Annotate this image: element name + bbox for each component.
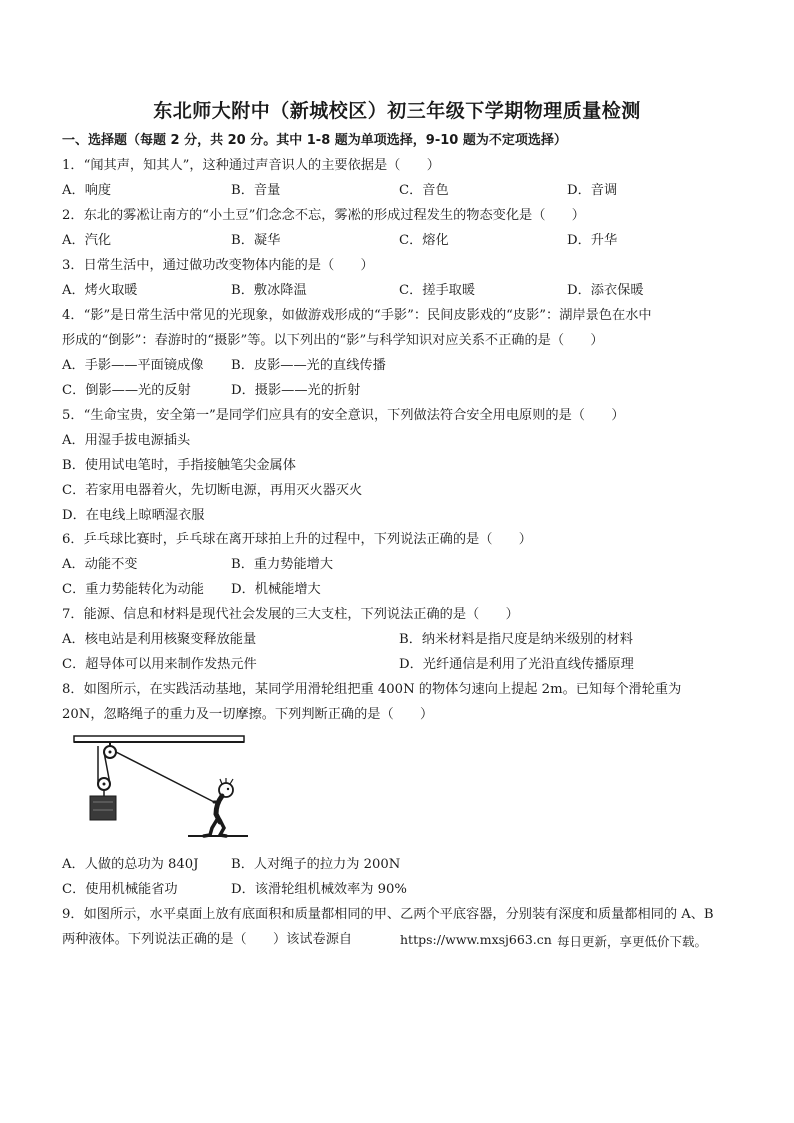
q1-option-b: B．音量 xyxy=(231,183,281,198)
q3-option-a: A．烤火取暖 xyxy=(62,283,138,298)
q3-option-d: D．添衣保暖 xyxy=(567,283,644,298)
q8-option-b: B．人对绳子的拉力为 200N xyxy=(231,857,401,872)
question-7-stem: 7．能源、信息和材料是现代社会发展的三大支柱，下列说法正确的是（ ） xyxy=(62,607,519,622)
weight-block xyxy=(90,796,116,820)
source-url: https://www.mxsj663.cn xyxy=(400,932,552,947)
q4-option-d: D．摄影——光的折射 xyxy=(231,383,361,398)
q5-option-b: B．使用试电笔时，手指接触笔尖金属体 xyxy=(62,458,296,473)
question-4-stem-line2: 形成的“倒影”：春游时的“摄影”等。以下列出的“影”与科学知识对应关系不正确的是（ ） xyxy=(62,333,604,348)
q4-option-a: A．手影——平面镜成像 xyxy=(62,358,204,373)
q6-option-b: B．重力势能增大 xyxy=(231,557,334,572)
q6-option-c: C．重力势能转化为动能 xyxy=(62,582,204,597)
q4-option-b: B．皮影——光的直线传播 xyxy=(231,358,386,373)
q7-option-c: C．超导体可以用来制作发热元件 xyxy=(62,657,257,672)
q2-option-a: A．汽化 xyxy=(62,233,112,248)
pulley-diagram xyxy=(70,732,250,842)
q1-option-a: A．响度 xyxy=(62,183,112,198)
q5-option-c: C．若家用电器着火，先切断电源，再用灭火器灭火 xyxy=(62,483,363,498)
q2-option-c: C．熔化 xyxy=(399,233,449,248)
source-note: 每日更新，享更低价下载。 xyxy=(557,934,708,949)
q5-option-d: D．在电线上晾晒湿衣服 xyxy=(62,508,205,523)
q7-option-a: A．核电站是利用核聚变释放能量 xyxy=(62,632,257,647)
q8-option-d: D．该滑轮组机械效率为 90% xyxy=(231,882,407,897)
q8-option-c: C．使用机械能省功 xyxy=(62,882,178,897)
q7-option-d: D．光纤通信是利用了光沿直线传播原理 xyxy=(399,657,634,672)
q6-option-d: D．机械能增大 xyxy=(231,582,321,597)
question-1-stem: 1．“闻其声，知其人”，这种通过声音识人的主要依据是（ ） xyxy=(62,158,440,173)
q1-option-c: C．音色 xyxy=(399,183,449,198)
person-figure xyxy=(204,778,233,836)
pulley-system-figure xyxy=(70,732,250,846)
q3-option-c: C．搓手取暖 xyxy=(399,283,476,298)
question-9-stem-line1: 9．如图所示，水平桌面上放有底面积和质量都相同的甲、乙两个平底容器，分别装有深度和质量都相同的 A、B xyxy=(62,907,714,922)
question-8-stem-line2: 20N，忽略绳子的重力及一切摩擦。下列判断正确的是（ ） xyxy=(62,707,434,722)
q6-option-a: A．动能不变 xyxy=(62,557,138,572)
question-3-stem: 3．日常生活中，通过做功改变物体内能的是（ ） xyxy=(62,258,374,273)
question-9-stem-line2: 两种液体。下列说法正确的是（ ）该试卷源自 xyxy=(62,932,353,947)
q3-option-b: B．敷冰降温 xyxy=(231,283,307,298)
q4-option-c: C．倒影——光的反射 xyxy=(62,383,191,398)
q8-option-a: A．人做的总功为 840J xyxy=(62,857,199,872)
question-6-stem: 6．乒乓球比赛时，乒乓球在离开球拍上升的过程中，下列说法正确的是（ ） xyxy=(62,532,532,547)
question-8-stem-line1: 8．如图所示，在实践活动基地，某同学用滑轮组把重 400N 的物体匀速向上提起 2m。已知每个滑轮重为 xyxy=(62,682,682,697)
q1-option-d: D．音调 xyxy=(567,183,618,198)
question-2-stem: 2．东北的雾凇让南方的“小土豆”们念念不忘，雾凇的形成过程发生的物态变化是（ ） xyxy=(62,208,585,223)
question-4-stem-line1: 4．“影”是日常生活中常见的光现象，如做游戏形成的“手影”：民间皮影戏的“皮影”：湖岸景色在水中 xyxy=(62,308,652,323)
page-title: 东北师大附中（新城校区）初三年级下学期物理质量检测 xyxy=(153,100,641,122)
question-5-stem: 5．“生命宝贵，安全第一”是同学们应具有的安全意识，下列做法符合安全用电原则的是（ ） xyxy=(62,408,625,423)
q2-option-b: B．凝华 xyxy=(231,233,281,248)
q2-option-d: D．升华 xyxy=(567,233,618,248)
q5-option-a: A．用湿手拔电源插头 xyxy=(62,433,191,448)
pull-rope xyxy=(116,752,218,804)
q7-option-b: B．纳米材料是指尺度是纳米级别的材料 xyxy=(399,632,633,647)
section-heading: 一、选择题（每题 2 分，共 20 分。其中 1-8 题为单项选择，9-10 题为不定项选择） xyxy=(62,133,567,148)
